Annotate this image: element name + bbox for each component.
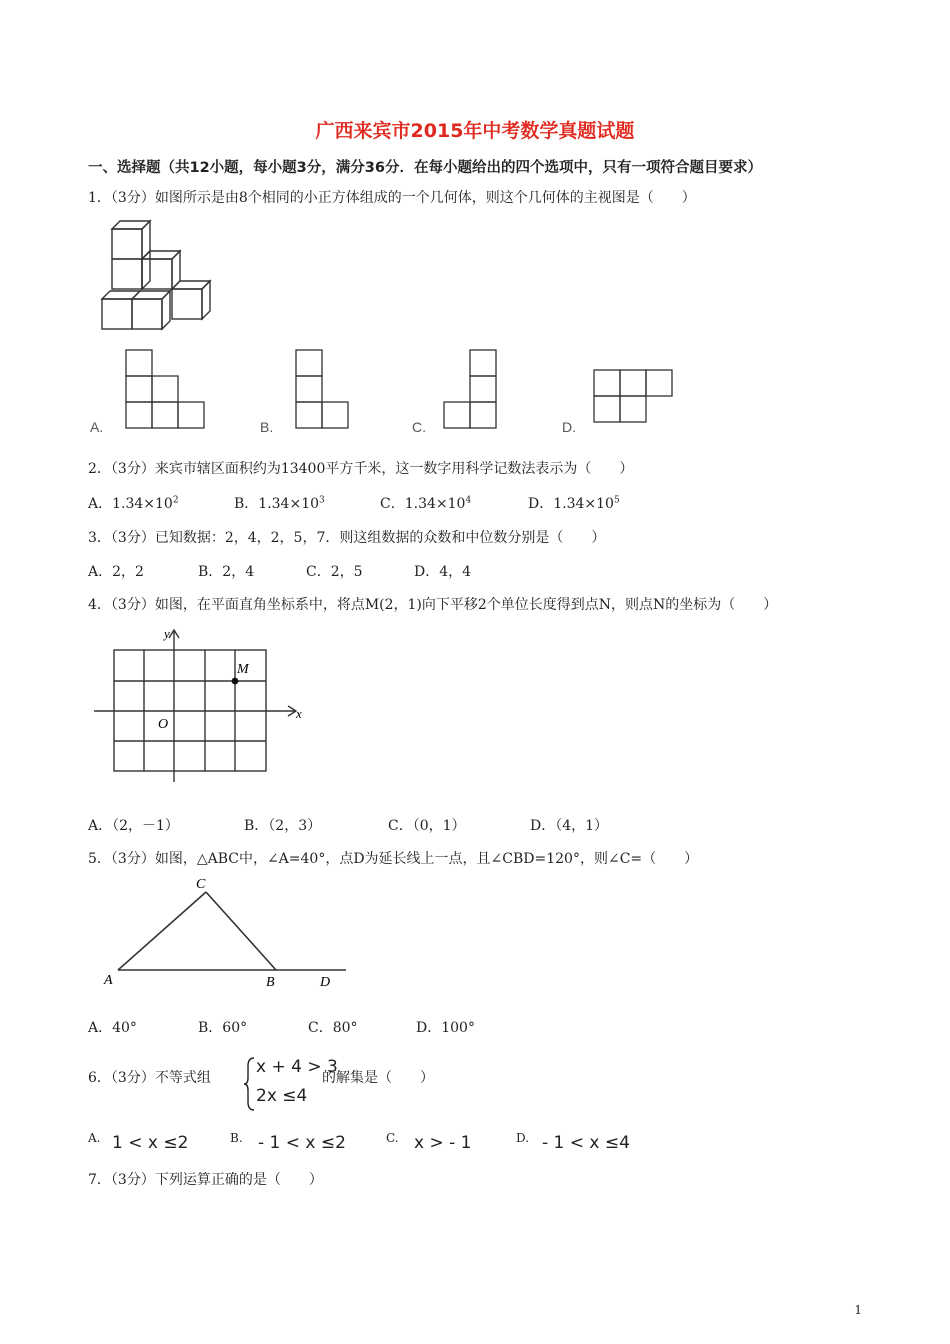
q2-option-d: D．$1.34\times 10^5$ <box>528 495 620 512</box>
q6-option-d-label: D. <box>516 1131 530 1145</box>
q5-option-c: C．80° <box>308 1020 358 1036</box>
option-d-front-view <box>592 368 676 426</box>
question-7-text: 7．（3分）下列运算正确的是（ ） <box>88 1172 323 1188</box>
x-axis-label: x <box>296 706 302 721</box>
q4-option-b: B．（2，3） <box>244 818 322 834</box>
inequality-line-1: x + 4 > 3 <box>256 1057 338 1077</box>
q3-option-a: A．2，2 <box>88 564 144 580</box>
option-b-label: B. <box>260 419 274 435</box>
q3-option-d: D．4，4 <box>414 564 472 580</box>
option-b-front-view <box>294 348 352 430</box>
q5-option-b: B．60° <box>198 1020 248 1036</box>
origin-label: O <box>158 717 169 732</box>
vertex-b-label: B <box>266 975 275 990</box>
q4-option-c: C．（0，1） <box>388 818 466 834</box>
coordinate-grid-figure <box>90 622 310 788</box>
question-6-prefix: 6．（3分）不等式组 <box>88 1070 211 1086</box>
option-d-label: D. <box>562 419 576 435</box>
question-4-text: 4．（3分）如图，在平面直角坐标系中，将点M(2，1)向下平移2个单位长度得到点N，则点N的坐标为（ ） <box>88 597 778 613</box>
q5-option-a: A．40° <box>88 1020 137 1036</box>
option-a-front-view <box>124 348 208 430</box>
question-1-text: 1．（3分）如图所示是由8个相同的小正方体组成的一个几何体，则这个几何体的主视图是（ ） <box>88 190 696 206</box>
question-3-text: 3．（3分）已知数据：2，4，2，5，7．则这组数据的众数和中位数分别是（ ） <box>88 530 606 546</box>
point-d-label: D <box>320 975 331 990</box>
y-axis-label: y <box>164 626 170 641</box>
q3-option-c: C．2，5 <box>306 564 363 580</box>
inequality-line-2: 2x ≤4 <box>256 1086 308 1106</box>
point-m-label: M <box>237 662 249 677</box>
section-heading: 一、选择题（共12小题，每小题3分，满分36分．在每小题给出的四个选项中，只有一项符合题目要求） <box>88 160 762 176</box>
q2-option-a: A．$1.34\times 10^2$ <box>88 495 179 512</box>
q6-option-d-expr: - 1 < x ≤4 <box>542 1133 630 1153</box>
option-a-label: A. <box>90 419 104 435</box>
q6-option-a-label: A. <box>88 1131 101 1145</box>
page-title: 广西来宾市2015年中考数学真题试题 <box>315 120 635 142</box>
q2-option-c: C．$1.34\times 10^4$ <box>380 495 472 512</box>
vertex-a-label: A <box>104 973 113 988</box>
q2-option-b: B．$1.34\times 10^3$ <box>234 495 325 512</box>
q5-option-d: D．100° <box>416 1020 475 1036</box>
question-2-text: 2．（3分）来宾市辖区面积约为13400平方千米，这一数字用科学记数法表示为（ ） <box>88 461 634 477</box>
option-c-front-view <box>442 348 500 430</box>
q4-option-d: D．（4，1） <box>530 818 609 834</box>
option-c-label: C. <box>412 419 426 435</box>
q6-option-c-label: C. <box>386 1131 399 1145</box>
q6-option-a-expr: 1 < x ≤2 <box>112 1133 189 1153</box>
q4-option-a: A．（2，－1） <box>88 818 179 834</box>
q3-option-b: B．2，4 <box>198 564 255 580</box>
q6-option-b-label: B. <box>230 1131 243 1145</box>
system-brace <box>244 1056 256 1112</box>
q6-option-c-expr: x > - 1 <box>414 1133 472 1153</box>
question-1-solid-figure <box>98 215 218 335</box>
q6-option-b-expr: - 1 < x ≤2 <box>258 1133 346 1153</box>
question-6-suffix: 的解集是（ ） <box>322 1070 434 1086</box>
question-5-text: 5．（3分）如图，△ABC中，∠A=40°，点D为延长线上一点，且∠CBD=120°，则∠C=（ ） <box>88 851 699 867</box>
vertex-c-label: C <box>196 877 206 892</box>
triangle-figure <box>98 872 358 992</box>
page-number: 1 <box>854 1303 862 1317</box>
